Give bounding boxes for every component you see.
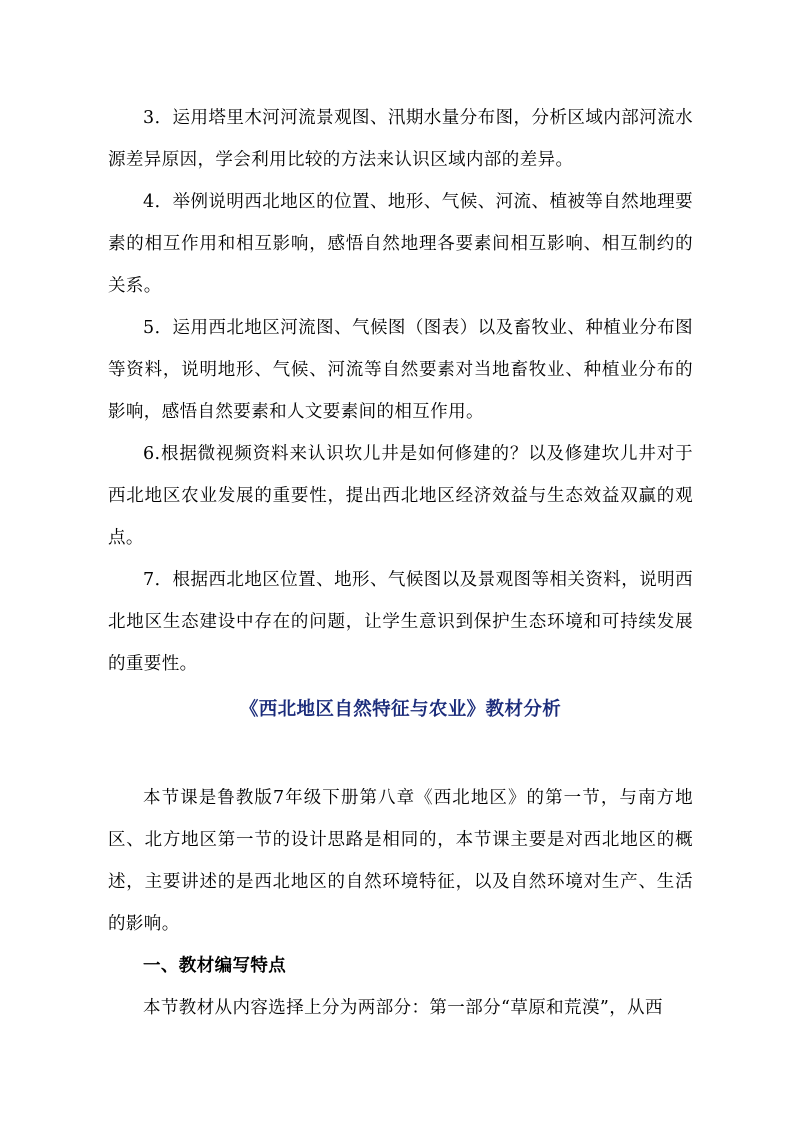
- objective-paragraph-5: 5．运用西北地区河流图、气候图（图表）以及畜牧业、种植业分布图等资料，说明地形、气候、河流等自然要素对当地畜牧业、种植业分布的影响，感悟自然要素和人文要素间的相互作用。: [108, 318, 693, 422]
- section-heading-1: 一、教材编写特点: [143, 956, 287, 976]
- objective-paragraph-4: 4．举例说明西北地区的位置、地形、气候、河流、植被等自然地理要素的相互作用和相互影响，感悟自然地理各要素间相互影响、相互制约的关系。: [108, 192, 693, 296]
- objective-paragraph-6: 6.根据微视频资料来认识坎儿井是如何修建的？以及修建坎儿井对于西北地区农业发展的重要性，提出西北地区经济效益与生态效益双赢的观点。: [108, 444, 693, 548]
- objective-paragraph-3: 3．运用塔里木河河流景观图、汛期水量分布图，分析区域内部河流水源差异原因，学会利用比较的方法来认识区域内部的差异。: [108, 108, 693, 170]
- section-title: 《西北地区自然特征与农业》教材分析: [239, 699, 562, 720]
- content-paragraph: 本节教材从内容选择上分为两部分：第一部分“草原和荒漠”，从西: [143, 998, 663, 1018]
- intro-paragraph: 本节课是鲁教版7年级下册第八章《西北地区》的第一节，与南方地区、北方地区第一节的设计思路是相同的，本节课主要是对西北地区的概述，主要讲述的是西北地区的自然环境特征，以及自然环境对生产、生活的影响。: [108, 788, 693, 934]
- objective-paragraph-7: 7．根据西北地区位置、地形、气候图以及景观图等相关资料，说明西北地区生态建设中存在的问题，让学生意识到保护生态环境和可持续发展的重要性。: [108, 570, 693, 674]
